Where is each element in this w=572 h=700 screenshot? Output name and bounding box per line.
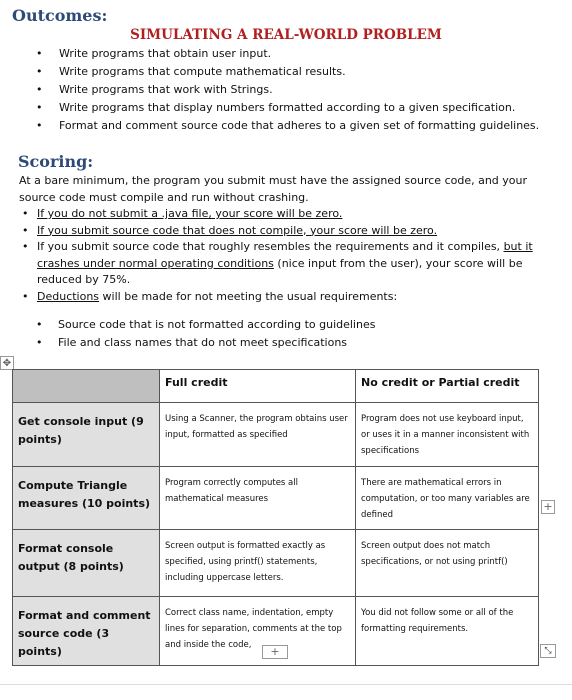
list-item [22,223,552,240]
category-cell: Format console output (8 points) [13,530,160,597]
scoring-heading: Scoring: [18,152,94,171]
full-credit-cell: Screen output is formatted exactly as specified, using printf() statements, including uppercase letters. [160,530,356,597]
add-column-button[interactable] [541,500,555,514]
assignment-title: SIMULATING A REAL-WORLD PROBLEM [130,27,442,43]
deductions-label: Deductions [37,289,100,303]
category-cell: Get console input (9 points) [13,403,160,467]
scoring-intro: At a bare minimum, the program you submit must have the assigned source code, and your source code must compile and run without crashing. [19,174,528,204]
move-icon[interactable]: ✥ [0,356,14,370]
crash-rule-underlined: but it crashes under normal operating conditions [37,240,533,270]
table-row [13,467,539,530]
category-cell: Format and comment source code (3 points) [13,597,160,666]
deductions-text: will be made for not meeting the usual requirements: [99,289,398,303]
scoring-table [12,369,539,666]
full-credit-cell: Correct class name, indentation, empty lines for separation, comments at the top and inside the code, [160,597,356,666]
add-row-button[interactable] [262,645,288,659]
no-compile-rule: If you submit source code that does not compile, your score will be zero. [37,223,438,237]
partial-credit-cell: You did not follow some or all of the formatting requirements. [356,597,539,666]
list-item: • Write programs that obtain user input. [36,45,539,63]
list-item: • Write programs that display numbers formatted according to a given specification. [36,99,539,117]
resize-icon[interactable]: ⤡ [540,644,556,658]
deductions-list [36,316,375,352]
crash-rule-rest: (nice input from the user), your score will be reduced by 75%. [37,256,523,286]
outcomes-heading: Outcomes: [12,6,108,25]
full-credit-header: Full credit [160,370,356,403]
list-item [22,289,552,306]
table-row [13,403,539,467]
scoring-list [22,206,552,305]
plus-icon: + [543,500,553,513]
partial-credit-cell: Program does not use keyboard input, or uses it in a manner inconsistent with specifications [356,403,539,467]
crash-rule-text: If you submit source code that roughly resembles the requirements and it compiles, [37,240,504,253]
list-item: • Write programs that work with Strings. [36,81,539,99]
page-divider [0,684,572,685]
table-header-row [13,370,539,403]
table-corner-cell [13,370,160,403]
category-cell: Compute Triangle measures (10 points) [13,467,160,530]
outcomes-list [36,45,539,135]
partial-credit-cell: Screen output does not match specifications, or not using printf() [356,530,539,597]
list-item [22,206,552,223]
full-credit-cell: Program correctly computes all mathematical measures [160,467,356,530]
list-item: • Format and comment source code that adheres to a given set of formatting guidelines. [36,117,539,135]
list-item: • Source code that is not formatted according to guidelines [36,316,375,334]
list-item [22,239,552,289]
list-item: • Write programs that compute mathematical results. [36,63,539,81]
no-file-rule: If you do not submit a .java file, your score will be zero. [37,207,343,220]
plus-icon: + [270,645,280,658]
partial-credit-header: No credit or Partial credit [356,370,539,403]
table-row [13,530,539,597]
full-credit-cell: Using a Scanner, the program obtains user input, formatted as specified [160,403,356,467]
list-item: • File and class names that do not meet specifications [36,334,375,352]
partial-credit-cell: There are mathematical errors in computation, or too many variables are defined [356,467,539,530]
